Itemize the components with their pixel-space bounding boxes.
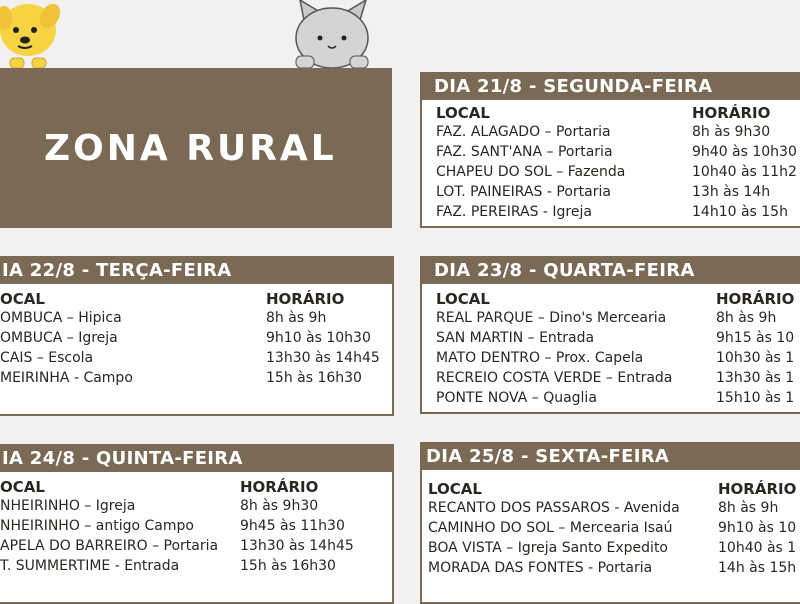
row-horario: 15h às 16h30 (240, 558, 336, 574)
col-horario-header: HORÁRIO (718, 480, 797, 498)
row-local: MEIRINHA - Campo (0, 370, 133, 386)
schedule-row (0, 328, 394, 348)
schedule-row (0, 308, 394, 328)
row-horario: 9h10 às 10h30 (266, 330, 371, 346)
row-horario: 9h10 às 10 (718, 520, 797, 536)
row-horario: 8h às 9h (266, 310, 327, 326)
schedule-row (0, 496, 394, 516)
card-title: DIA 23/8 - QUARTA-FEIRA (422, 258, 800, 284)
row-local: RECREIO COSTA VERDE – Entrada (436, 370, 673, 386)
row-horario: 8h às 9h30 (240, 498, 319, 514)
row-local: OMBUCA – Igreja (0, 330, 118, 346)
schedule-row (0, 368, 394, 388)
col-horario-header: HORÁRIO (692, 104, 771, 122)
row-horario: 13h30 às 14h45 (266, 350, 380, 366)
schedule-row (0, 536, 394, 556)
col-horario-header: HORÁRIO (716, 290, 795, 308)
row-local: FAZ. ALAGADO – Portaria (436, 124, 611, 140)
row-local: PONTE NOVA – Quaglia (436, 390, 597, 406)
schedule-row (428, 518, 800, 538)
col-local-header: LOCAL (436, 290, 490, 308)
row-local: FAZ. SANT'ANA – Portaria (436, 144, 613, 160)
card-title: IA 22/8 - TERÇA-FEIRA (0, 258, 392, 284)
row-local: CAMINHO DO SOL – Mercearia Isaú (428, 520, 673, 536)
row-local: OMBUCA – Hipica (0, 310, 122, 326)
row-horario: 14h às 15h (718, 560, 797, 576)
row-local: BOA VISTA – Igreja Santo Expedito (428, 540, 668, 556)
row-local: APELA DO BARREIRO – Portaria (0, 538, 219, 554)
schedule-row (0, 516, 394, 536)
row-local: REAL PARQUE – Dino's Mercearia (436, 310, 667, 326)
row-horario: 9h45 às 11h30 (240, 518, 345, 534)
schedule-row (436, 202, 800, 222)
row-horario: 15h às 16h30 (266, 370, 362, 386)
card-title: IA 24/8 - QUINTA-FEIRA (0, 446, 392, 472)
row-local: CHAPEU DO SOL – Fazenda (436, 164, 626, 180)
schedule-card-22-8 (0, 256, 394, 416)
row-horario: 8h às 9h (716, 310, 777, 326)
schedule-row (436, 368, 800, 388)
schedule-row (436, 328, 800, 348)
row-horario: 9h40 às 10h30 (692, 144, 797, 160)
schedule-card-23-8 (420, 256, 800, 414)
row-local: MATO DENTRO – Prox. Capela (436, 350, 644, 366)
row-horario: 10h40 às 1 (718, 540, 797, 556)
card-title: DIA 21/8 - SEGUNDA-FEIRA (422, 74, 800, 100)
card-title: DIA 25/8 - SEXTA-FEIRA (422, 444, 800, 470)
row-local: CAIS – Escola (0, 350, 94, 366)
schedule-card-25-8 (420, 442, 800, 604)
schedule-card-24-8 (0, 444, 394, 604)
row-local: RECANTO DOS PASSAROS - Avenida (428, 500, 680, 516)
row-local: MORADA DAS FONTES - Portaria (428, 560, 653, 576)
row-local: FAZ. PEREIRAS - Igreja (436, 204, 592, 220)
schedule-row (428, 538, 800, 558)
col-horario-header: HORÁRIO (240, 478, 319, 496)
schedule-row (0, 348, 394, 368)
col-local-header: OCAL (0, 478, 45, 496)
schedule-row (436, 142, 800, 162)
schedule-card-21-8 (420, 72, 800, 228)
row-local: LOT. PAINEIRAS - Portaria (436, 184, 611, 200)
row-horario: 9h15 às 10 (716, 330, 795, 346)
cat-mascot-icon (290, 0, 380, 70)
row-local: NHEIRINHO – Igreja (0, 498, 136, 514)
row-horario: 13h às 14h (692, 184, 771, 200)
schedule-row (436, 182, 800, 202)
schedule-row (428, 558, 800, 578)
schedule-row (0, 556, 394, 576)
schedule-row (436, 348, 800, 368)
schedule-row (428, 498, 800, 518)
row-horario: 14h10 às 15h (692, 204, 788, 220)
row-horario: 13h30 às 14h45 (240, 538, 354, 554)
row-local: NHEIRINHO – antigo Campo (0, 518, 194, 534)
schedule-row (436, 308, 800, 328)
row-horario: 10h30 às 1 (716, 350, 795, 366)
row-horario: 8h às 9h (718, 500, 779, 516)
schedule-row (436, 162, 800, 182)
schedule-row (436, 388, 800, 408)
row-horario: 10h40 às 11h2 (692, 164, 797, 180)
col-horario-header: HORÁRIO (266, 290, 345, 308)
row-horario: 15h10 às 1 (716, 390, 795, 406)
row-horario: 13h30 às 1 (716, 370, 795, 386)
row-local: T. SUMMERTIME - Entrada (0, 558, 180, 574)
dog-mascot-icon (0, 0, 70, 70)
col-local-header: LOCAL (436, 104, 490, 122)
row-horario: 8h às 9h30 (692, 124, 771, 140)
row-local: SAN MARTIN – Entrada (436, 330, 595, 346)
zona-rural-banner (0, 68, 392, 228)
banner-title: ZONA RURAL (44, 127, 337, 169)
schedule-row (436, 122, 800, 142)
col-local-header: OCAL (0, 290, 45, 308)
col-local-header: LOCAL (428, 480, 482, 498)
